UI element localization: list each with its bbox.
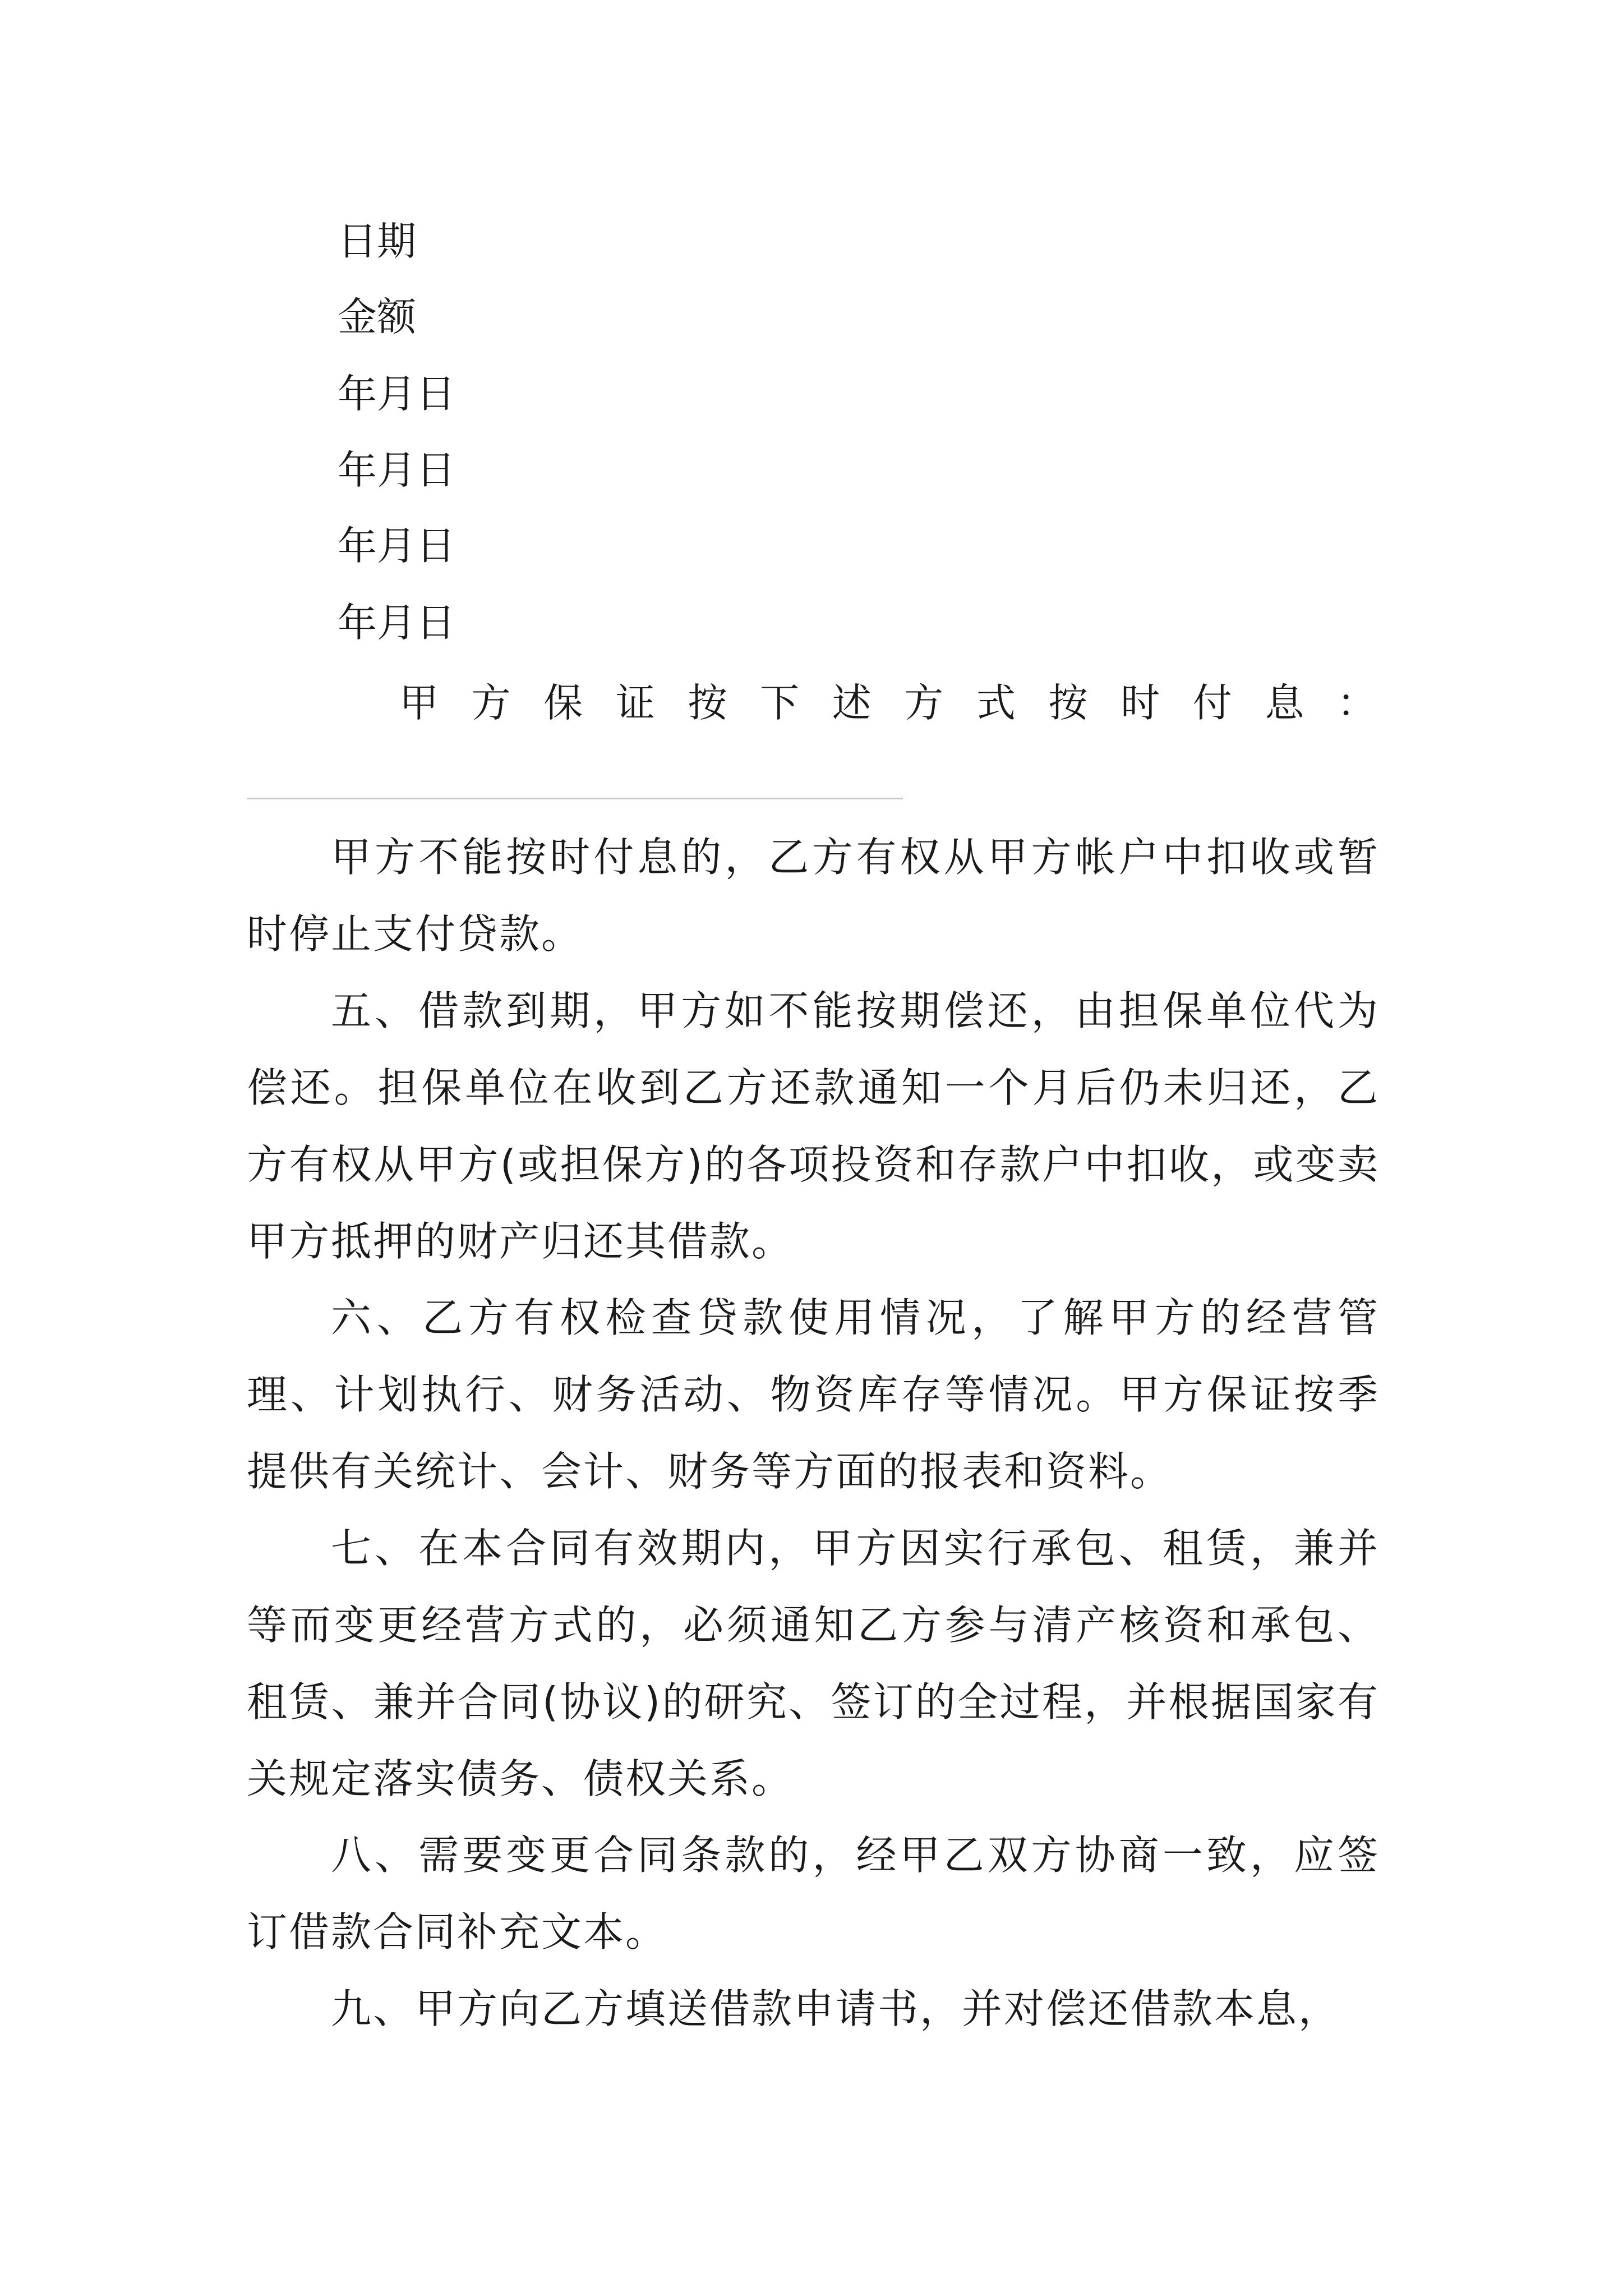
heading-char: 式 xyxy=(976,680,1016,726)
heading-char: 下 xyxy=(760,680,800,726)
divider-line xyxy=(247,798,903,799)
interest-heading xyxy=(399,680,1376,726)
heading-char: 按 xyxy=(1048,680,1088,726)
heading-char: 述 xyxy=(832,680,872,726)
heading-char: 付 xyxy=(1192,680,1232,726)
paragraph-clause-8: 八、需要变更合同条款的，经甲乙双方协商一致，应签订借款合同补充文本。 xyxy=(247,1832,1380,1955)
paragraph-interest-failure: 甲方不能按时付息的，乙方有权从甲方帐户中扣收或暂时停止支付贷款。 xyxy=(247,834,1380,958)
paragraph-clause-5: 五、借款到期，甲方如不能按期偿还，由担保单位代为偿还。担保单位在收到乙方还款通知一个月后仍未归还，乙方有权从甲方(或担保方)的各项投资和存款户中扣收，或变卖甲方抵押的财产归还其借款。 xyxy=(247,987,1380,1265)
heading-char: 甲 xyxy=(399,680,439,726)
list-item-ymd-3: 年月日 xyxy=(338,523,455,569)
list-item-ymd-2: 年月日 xyxy=(338,447,455,493)
heading-char: 方 xyxy=(471,680,511,726)
list-item-amount: 金额 xyxy=(338,294,416,340)
paragraph-clause-9: 九、甲方向乙方填送借款申请书，并对偿还借款本息， xyxy=(331,1985,1341,2032)
paragraph-clause-7: 七、在本合同有效期内，甲方因实行承包、租赁，兼并等而变更经营方式的，必须通知乙方参与清产核资和承包、租赁、兼并合同(协议)的研究、签订的全过程，并根据国家有关规定落实债务、债权关系。 xyxy=(247,1525,1380,1802)
heading-char: 证 xyxy=(615,680,655,726)
list-item-date: 日期 xyxy=(338,218,416,264)
heading-char: 按 xyxy=(688,680,727,726)
list-item-ymd-1: 年月日 xyxy=(338,371,455,417)
heading-char: 保 xyxy=(543,680,583,726)
heading-char: ： xyxy=(1336,680,1376,726)
heading-char: 息 xyxy=(1265,680,1304,726)
heading-char: 时 xyxy=(1121,680,1160,726)
heading-char: 方 xyxy=(904,680,944,726)
list-item-ymd-4: 年月日 xyxy=(338,600,455,646)
paragraph-clause-6: 六、乙方有权检查贷款使用情况，了解甲方的经营管理、计划执行、财务活动、物资库存等情况。甲方保证按季提供有关统计、会计、财务等方面的报表和资料。 xyxy=(247,1294,1380,1495)
